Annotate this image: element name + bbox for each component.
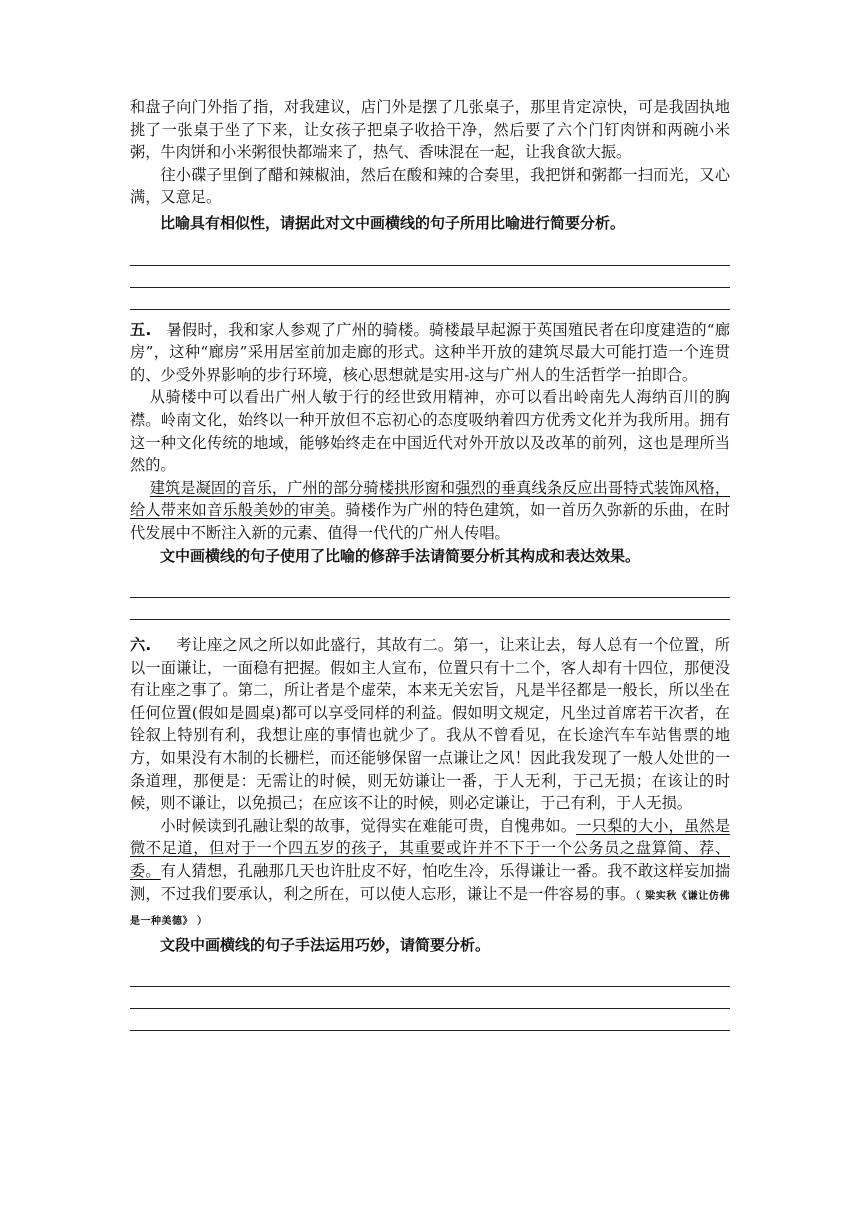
- answer-line[interactable]: [130, 987, 730, 1009]
- section-6-underlined-sentence: 一只梨的大小，虽然是微不足道，但对于一个四五岁的孩子，其重要或许并不下于一个公务员之盘算简、荐、委。: [130, 816, 731, 881]
- worksheet-page: [130, 96, 730, 1031]
- section-5-answer-area[interactable]: [130, 567, 730, 620]
- section-5-text-3: 。骑楼作为广州的特色建筑，如一首历久弥新的乐曲，在时代发展中不断注入新的元素、值得一代代的广州人传唱。: [130, 501, 731, 542]
- section-6-text-2b: 有人猜想，孔融那几天也许肚皮不好，怕吃生冷，乐得谦让一番。我不敢这样妄加揣测，不过我们要承认，利之所在，可以使人忘形，谦让不是一件容易的事。: [130, 862, 731, 903]
- answer-line[interactable]: [130, 598, 730, 620]
- answer-line[interactable]: [130, 567, 730, 598]
- section-6-text-2a: 小时候读到孔融让梨的故事，觉得实在难能可贵，自愧弗如。: [160, 816, 577, 835]
- section-5-paragraph-1: [130, 319, 730, 387]
- section-5-underlined-sentence: 建筑是凝固的音乐，广州的部分骑楼拱形窗和强烈的垂真线条反应出哥特式装饰风格，给人带来如音乐般美妙的审美: [130, 478, 730, 520]
- section-5-paragraph-2: 从骑楼中可以看出广州人敏于行的经世致用精神，亦可以看出岭南先人海纳百川的胸襟。岭南文化，始终以一种开放但不忘初心的态度吸纳着四方优秀文化并为我所用。拥有这一种文化传统的地域，能够始终走在中国近代对外开放以及改革的前列，这也是理所当然的。: [130, 388, 730, 475]
- section-6-paragraph-1: [130, 634, 730, 815]
- section-6-paragraph-2: [130, 815, 730, 934]
- prev-question: 比喻具有相似性，请据此对文中画横线的句子所用比喻进行简要分析。: [160, 213, 626, 232]
- answer-line[interactable]: [130, 266, 730, 288]
- section-5-question: 文中画横线的句子使用了比喻的修辞手法请简要分析其构成和表达效果。: [160, 546, 641, 565]
- prev-answer-area[interactable]: [130, 235, 730, 310]
- answer-line[interactable]: [130, 288, 730, 310]
- section-6-question: 文段中画横线的句子手法运用巧妙，请简要分析。: [160, 935, 491, 954]
- section-6-number: 六.: [130, 636, 152, 655]
- section-5-paragraph-3: [130, 477, 730, 545]
- prev-paragraph-1: 和盘子向门外指了指，对我建议，店门外是摆了几张桌子，那里肯定凉快，可是我固执地挑了一张桌于坐了下来，让女孩子把桌子收拾干净，然后要了六个门钉肉饼和两碗小米粥，牛肉饼和小米粥很快都端来了，热气、香味混在一起，让我食欲大振。: [130, 98, 730, 162]
- answer-line[interactable]: [130, 235, 730, 266]
- prev-paragraph-2: 往小碟子里倒了醋和辣椒油，然后在酸和辣的合奏里，我把饼和粥都一扫而光，又心满，又意足。: [130, 165, 730, 207]
- answer-line[interactable]: [130, 956, 730, 987]
- answer-line[interactable]: [130, 1009, 730, 1031]
- section-5-number: 五.: [130, 320, 152, 339]
- section-6-citation: （ 梁实秋《谦让仿佛是一种美德》 ）: [130, 890, 730, 928]
- section-6-answer-area[interactable]: [130, 956, 730, 1031]
- section-5-text-1: 暑假时，我和家人参观了广州的骑楼。骑楼最早起源于英国殖民者在印度建造的“廊房”，这种“廊房”采用居室前加走廊的形式。这种半开放的建筑尽最大可能打造一个连贯的、少受外界影响的步行环境，核心思想就是实用-这与广州人的生活哲学一拍即合。: [130, 320, 731, 384]
- section-6-text-1: 考让座之风之所以如此盛行，其故有二。第一，让来让去，每人总有一个位置，所以一面谦让，一面稳有把握。假如主人宣布，位置只有十二个，客人却有十四位，那便没有让座之事了。第二，所让者是个虚荣，本来无关宏旨，凡是半径都是一般长，所以坐在任何位置(假如是圆桌)都可以享受同样的利益。假如明文规定，凡坐过首席若干次者，在铨叙上特别有利，我想让座的事情也就少了。我从不曾看见，在长途汽车车站售票的地方，如果没有木制的长栅栏，而还能够保留一点谦让之风！因此我发现了一般人处世的一条道理，那便是：无需让的时候，则无妨谦让一番，于人无利，于己无损；在该让的时候，则不谦让，以免损己；在应该不让的时候，则必定谦让，于己有利，于人无损。: [130, 636, 730, 813]
